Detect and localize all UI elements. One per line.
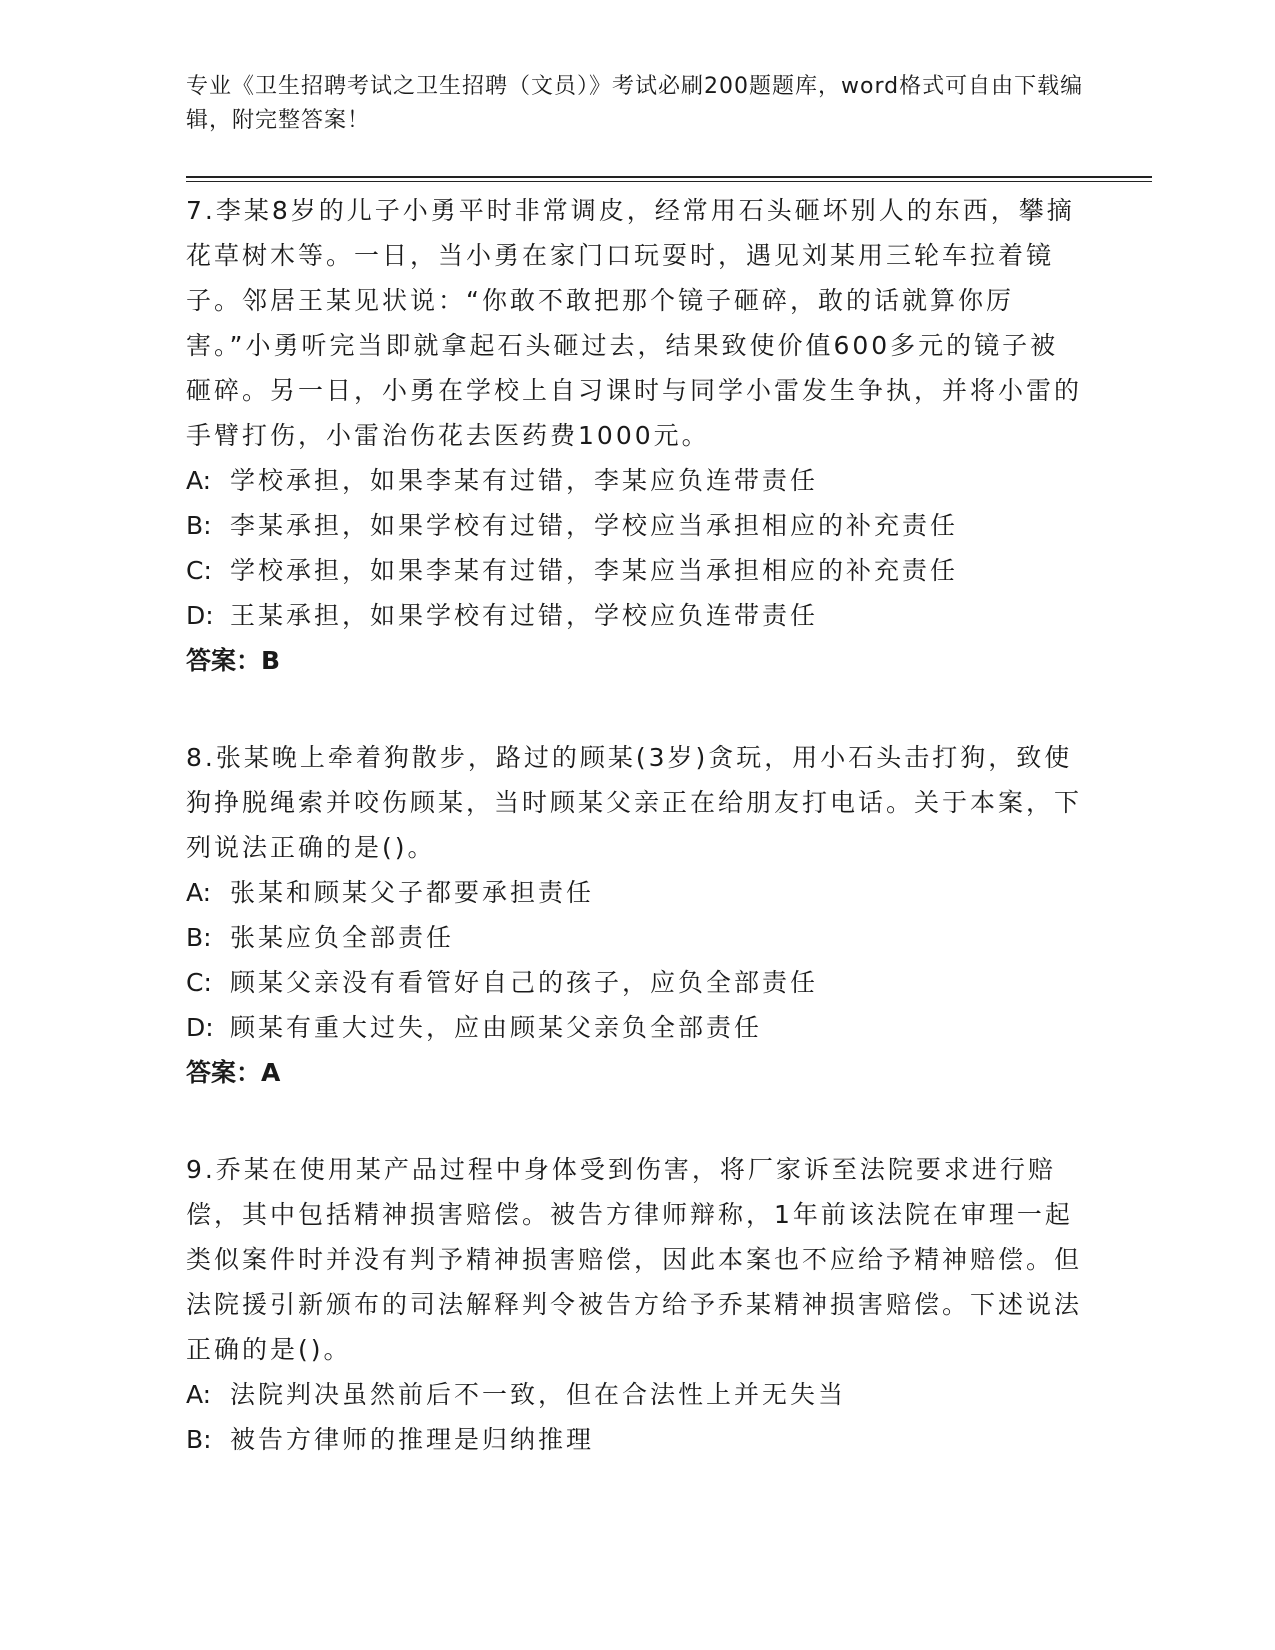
option-d bbox=[186, 1005, 1086, 1050]
option-letter: C: bbox=[186, 556, 212, 585]
option-c bbox=[186, 960, 1086, 1005]
option-letter: B: bbox=[186, 511, 212, 540]
question-8 bbox=[186, 735, 1086, 1095]
answer-line: 答案：B bbox=[186, 646, 281, 675]
option-letter: A: bbox=[186, 466, 212, 495]
header-rule-thin bbox=[186, 181, 1152, 182]
option-text: 学校承担，如果李某有过错，李某应负连带责任 bbox=[230, 466, 819, 495]
question-9 bbox=[186, 1147, 1086, 1462]
option-text: 李某承担，如果学校有过错，学校应当承担相应的补充责任 bbox=[230, 511, 959, 540]
option-c bbox=[186, 548, 1086, 593]
option-text: 法院判决虽然前后不一致，但在合法性上并无失当 bbox=[230, 1380, 847, 1409]
answer-line: 答案：A bbox=[186, 1058, 281, 1087]
question-stem: 7.李某8岁的儿子小勇平时非常调皮，经常用石头砸坏别人的东西，攀摘花草树木等。一日，当小勇在家门口玩耍时，遇见刘某用三轮车拉着镜子。邻居王某见状说：“你敢不敢把那个镜子砸碎，敢的话就算你厉害。”小勇听完当即就拿起石头砸过去，结果致使价值600多元的镜子被砸碎。另一日，小勇在学校上自习课时与同学小雷发生争执，并将小雷的手臂打伤，小雷治伤花去医药费1000元。 bbox=[186, 196, 1083, 450]
header-rule-thick bbox=[186, 176, 1152, 178]
option-text: 顾某父亲没有看管好自己的孩子，应负全部责任 bbox=[230, 968, 819, 997]
option-b bbox=[186, 915, 1086, 960]
option-letter: B: bbox=[186, 923, 212, 952]
option-a bbox=[186, 458, 1086, 503]
option-text: 张某和顾某父子都要承担责任 bbox=[230, 878, 595, 907]
question-7 bbox=[186, 188, 1086, 683]
option-text: 被告方律师的推理是归纳推理 bbox=[230, 1425, 595, 1454]
option-a bbox=[186, 870, 1086, 915]
option-letter: B: bbox=[186, 1425, 212, 1454]
option-d bbox=[186, 593, 1086, 638]
option-letter: A: bbox=[186, 878, 212, 907]
question-stem: 8.张某晚上牵着狗散步，路过的顾某(3岁)贪玩，用小石头击打狗，致使狗挣脱绳索并咬伤顾某，当时顾某父亲正在给朋友打电话。关于本案，下列说法正确的是()。 bbox=[186, 743, 1083, 862]
option-b bbox=[186, 1417, 1086, 1462]
question-stem: 9.乔某在使用某产品过程中身体受到伤害，将厂家诉至法院要求进行赔偿，其中包括精神损害赔偿。被告方律师辩称，1年前该法院在审理一起类似案件时并没有判予精神损害赔偿，因此本案也不应给予精神赔偿。但法院援引新颁布的司法解释判令被告方给予乔某精神损害赔偿。下述说法正确的是()。 bbox=[186, 1155, 1083, 1364]
option-letter: A: bbox=[186, 1380, 212, 1409]
option-letter: D: bbox=[186, 601, 214, 630]
option-b bbox=[186, 503, 1086, 548]
option-letter: C: bbox=[186, 968, 212, 997]
option-text: 学校承担，如果李某有过错，李某应当承担相应的补充责任 bbox=[230, 556, 959, 585]
page-header: 专业《卫生招聘考试之卫生招聘（文员）》考试必刷200题题库，word格式可自由下载编辑，附完整答案！ bbox=[186, 74, 1084, 133]
option-text: 王某承担，如果学校有过错，学校应负连带责任 bbox=[230, 601, 819, 630]
option-a bbox=[186, 1372, 1086, 1417]
option-letter: D: bbox=[186, 1013, 214, 1042]
option-text: 张某应负全部责任 bbox=[230, 923, 455, 952]
option-text: 顾某有重大过失，应由顾某父亲负全部责任 bbox=[230, 1013, 763, 1042]
question-list bbox=[186, 188, 1086, 1514]
